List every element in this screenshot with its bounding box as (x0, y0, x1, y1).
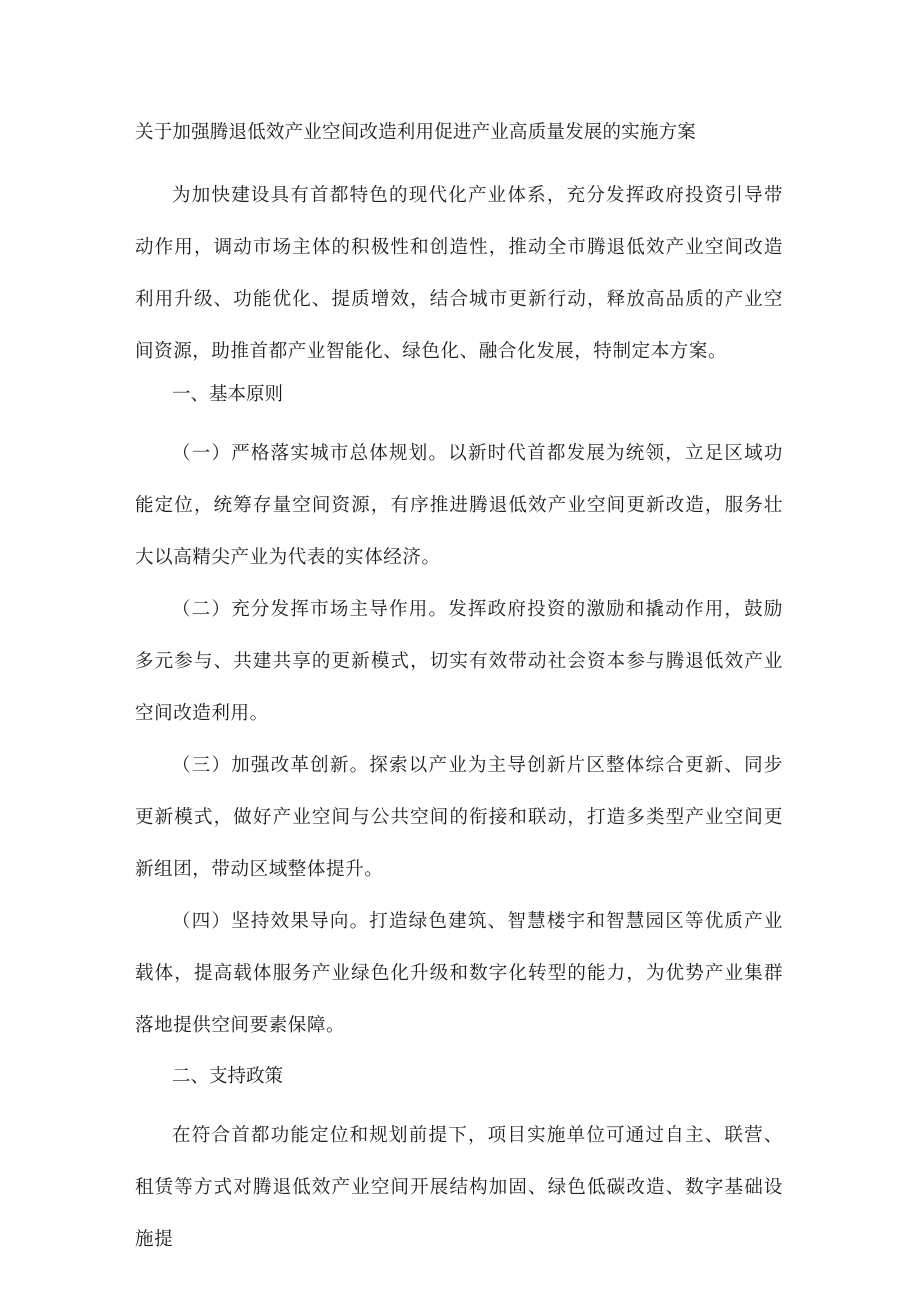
intro-paragraph: 为加快建设具有首都特色的现代化产业体系，充分发挥政府投资引导带动作用，调动市场主体的积极性和创造性，推动全市腾退低效产业空间改造利用升级、功能优化、提质增效，结合城市更新行动，释放高品质的产业空间资源，助推首都产业智能化、绿色化、融合化发展，特制定本方案。 (135, 185, 783, 362)
section-heading-basic-principles: 一、基本原则 (172, 384, 284, 405)
section-heading-support-policy: 二、支持政策 (172, 1066, 284, 1087)
principle-paragraph-1: （一）严格落实城市总体规划。以新时代首都发展为统领，立足区域功能定位，统筹存量空间资源，有序推进腾退低效产业空间更新改造，服务壮大以高精尖产业为代表的实体经济。 (135, 443, 783, 568)
principle-paragraph-3: （三）加强改革创新。探索以产业为主导创新片区整体综合更新、同步更新模式，做好产业空间与公共空间的衔接和联动，打造多类型产业空间更新组团，带动区域整体提升。 (135, 755, 783, 880)
principle-paragraph-2: （二）充分发挥市场主导作用。发挥政府投资的激励和撬动作用，鼓励多元参与、共建共享的更新模式，切实有效带动社会资本参与腾退低效产业空间改造利用。 (135, 599, 783, 724)
principle-paragraph-4: （四）坚持效果导向。打造绿色建筑、智慧楼宇和智慧园区等优质产业载体，提高载体服务产业绿色化升级和数字化转型的能力，为优势产业集群落地提供空间要素保障。 (135, 911, 783, 1036)
document-title: 关于加强腾退低效产业空间改造利用促进产业高质量发展的实施方案 (135, 122, 697, 143)
policy-paragraph: 在符合首都功能定位和规划前提下，项目实施单位可通过自主、联营、租赁等方式对腾退低效产业空间开展结构加固、绿色低碳改造、数字基础设施提 (135, 1125, 783, 1250)
